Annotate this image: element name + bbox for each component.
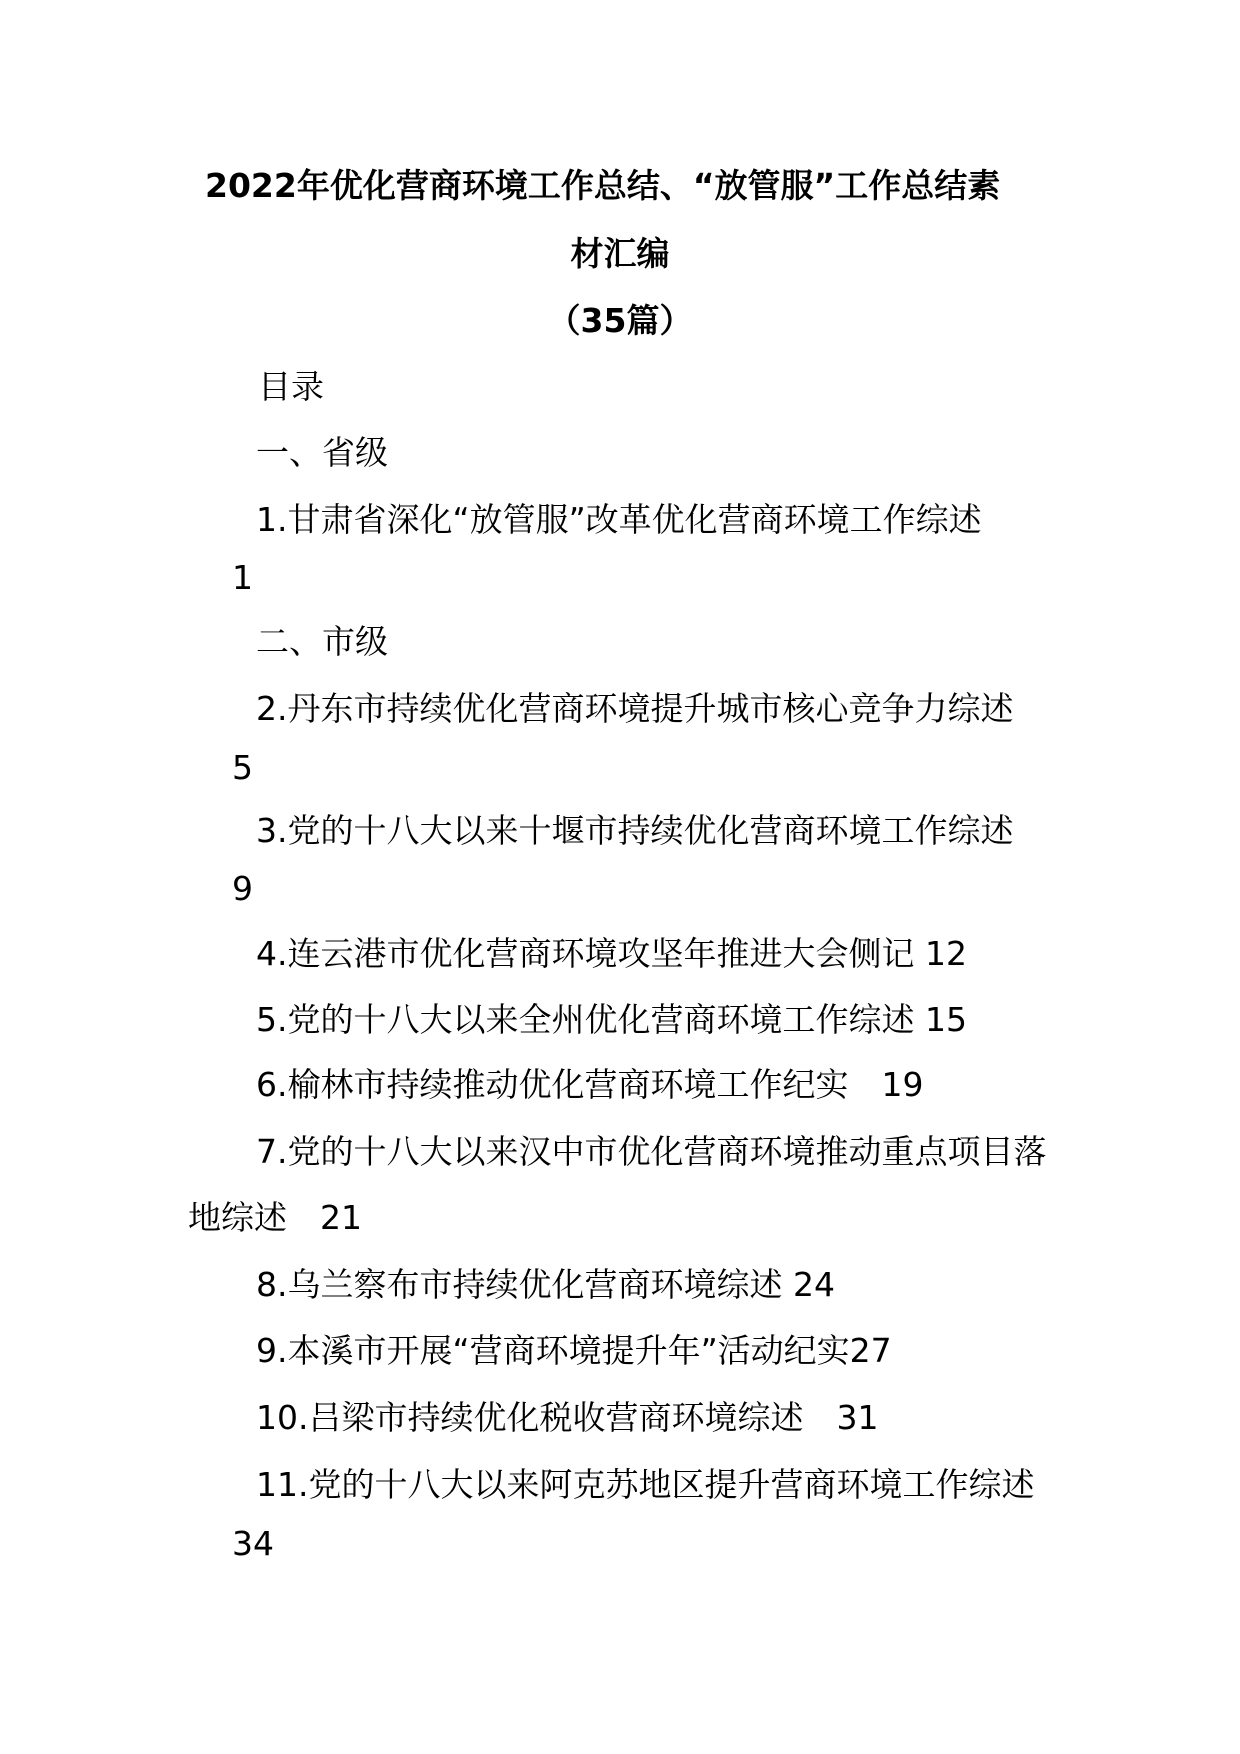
document-subtitle-count: （35篇） [547,301,693,340]
toc-entry[interactable]: 7.党的十八大以来汉中市优化营商环境推动重点项目落 [256,1132,1047,1171]
toc-entry[interactable]: 8.乌兰察布市持续优化营商环境综述 24 [256,1265,835,1304]
toc-entry[interactable]: 10.吕梁市持续优化税收营商环境综述 31 [256,1398,879,1437]
toc-entry-page[interactable]: 9 [232,869,253,908]
toc-entry[interactable]: 9.本溪市开展“营商环境提升年”活动纪实27 [256,1331,892,1370]
toc-entry-page[interactable]: 1 [232,558,253,597]
toc-entry[interactable]: 4.连云港市优化营商环境攻坚年推进大会侧记 12 [256,934,967,973]
toc-entry-page[interactable]: 5 [232,748,253,787]
toc-entry[interactable]: 6.榆林市持续推动优化营商环境工作纪实 19 [256,1065,924,1104]
document-title: 2022年优化营商环境工作总结、“放管服”工作总结素 [205,166,1001,205]
toc-entry[interactable]: 1.甘肃省深化“放管服”改革优化营商环境工作综述 [256,500,982,539]
toc-entry-continued[interactable]: 地综述 21 [188,1198,362,1237]
toc-entry[interactable]: 5.党的十八大以来全州优化营商环境工作综述 15 [256,1000,967,1039]
toc-heading: 目录 [258,367,324,406]
toc-entry[interactable]: 3.党的十八大以来十堰市持续优化营商环境工作综述 [256,811,1014,850]
toc-entry[interactable]: 11.党的十八大以来阿克苏地区提升营商环境工作综述 [256,1465,1035,1504]
section-heading-municipal: 二、市级 [256,622,388,661]
toc-entry[interactable]: 2.丹东市持续优化营商环境提升城市核心竞争力综述 [256,689,1014,728]
section-heading-provincial: 一、省级 [256,433,388,472]
document-title-continued: 材汇编 [570,234,670,273]
toc-entry-page[interactable]: 34 [232,1524,274,1563]
